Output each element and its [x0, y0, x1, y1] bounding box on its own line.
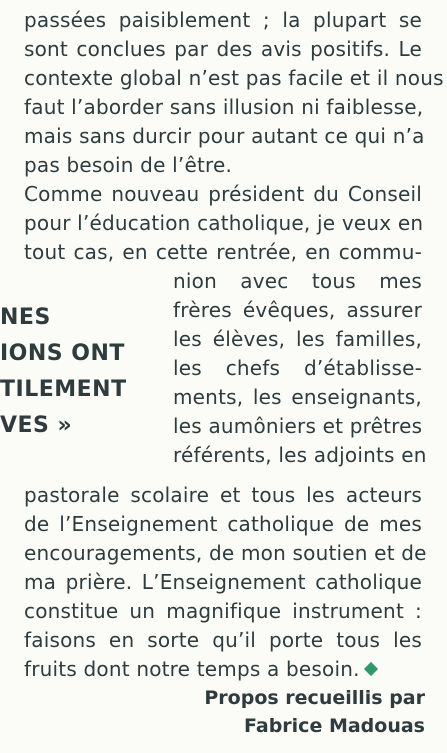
text-line: faisons en sorte qu’il porte tous les — [24, 628, 422, 652]
text-line: tout cas, en cette rentrée, en commu- — [24, 240, 422, 264]
text-line: ma prière. L’Enseignement catholique — [24, 570, 422, 594]
text-line: les élèves, les familles, — [173, 327, 422, 351]
pull-quote-line: NES — [0, 305, 51, 330]
pull-quote — [0, 300, 127, 444]
text-line: de l’Enseignement catholique de mes — [24, 512, 422, 536]
text-line-content: fruits dont notre temps a besoin. — [24, 657, 360, 681]
text-line: les aumôniers et prêtres — [173, 414, 423, 438]
text-line: les chefs d’établisse- — [173, 356, 422, 380]
text-line: référents, les adjoints en — [173, 443, 427, 467]
pull-quote-line: VES » — [0, 413, 73, 438]
text-line: ments, les enseignants, — [173, 385, 422, 409]
text-line: frères évêques, assurer — [173, 298, 422, 322]
text-line-last — [24, 655, 422, 684]
credit-line-2: Fabrice Madouas — [244, 715, 425, 737]
text-line: sont conclues par des avis positifs. Le — [24, 37, 422, 61]
text-line: pastorale scolaire et tous les acteurs — [24, 483, 422, 507]
text-line: Comme nouveau président du Conseil — [24, 182, 422, 206]
text-line: pour l’éducation catholique, je veux en — [24, 211, 424, 235]
text-line: nion avec tous mes — [173, 269, 422, 293]
text-line: pas besoin de l’être. — [24, 153, 233, 177]
text-line: constitue un magnifique instrument : — [24, 599, 422, 623]
text-line: contexte global n’est pas facile et il nous — [24, 66, 444, 90]
pull-quote-line: IONS ONT — [0, 341, 125, 366]
end-mark-diamond-icon — [364, 662, 378, 676]
text-line: faut l’aborder sans illusion ni faiblesse, — [24, 95, 424, 119]
credit-line-1: Propos recueillis par — [204, 687, 425, 709]
text-line: passées paisiblement ; la plupart se — [24, 8, 422, 32]
pull-quote-line: TILEMENT — [0, 377, 127, 402]
text-line: encouragements, de mon soutien et de — [24, 541, 427, 565]
text-line: mais sans durcir pour autant ce qui n’a — [24, 124, 425, 148]
